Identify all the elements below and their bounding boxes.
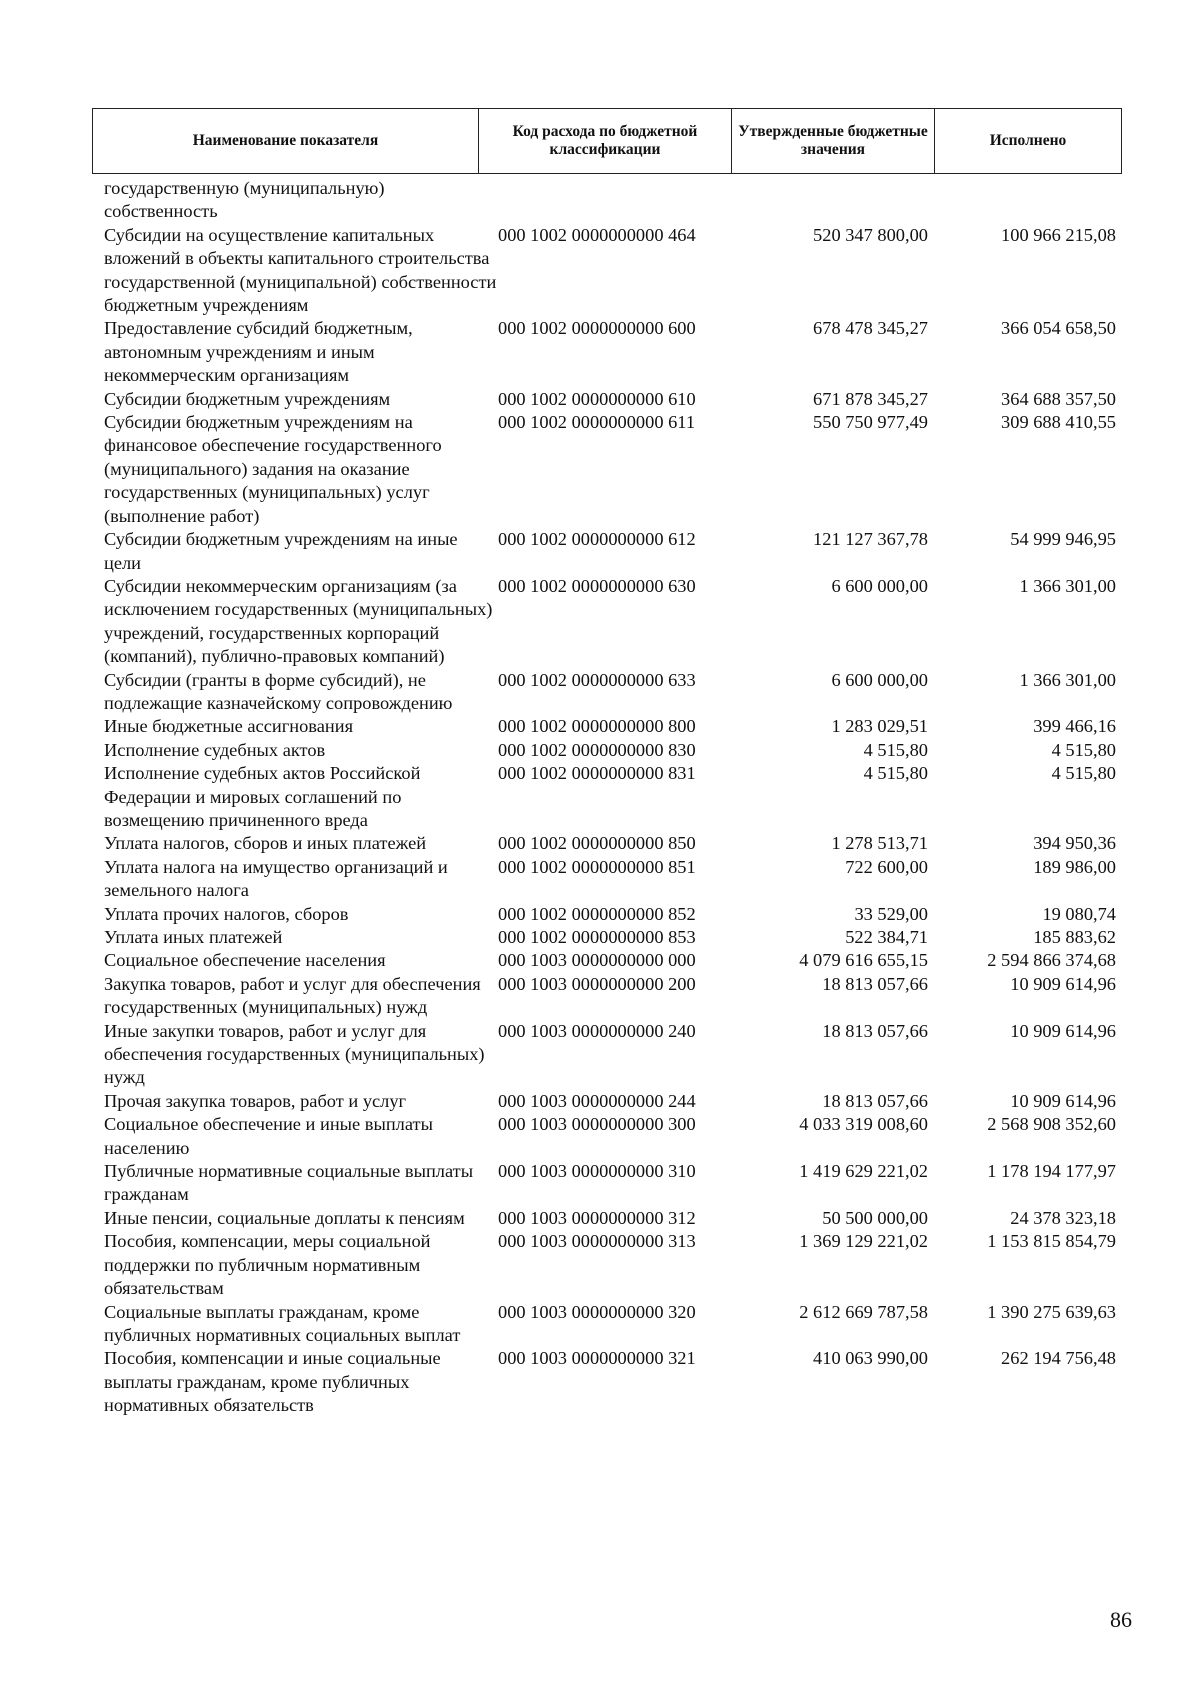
table-row [104, 1301, 1120, 1348]
row-approved: 121 127 367,78 [813, 529, 928, 550]
row-executed: 309 688 410,55 [1001, 412, 1116, 433]
row-name: Предоставление субсидий бюджетным, автономным учреждениям и иным некоммерческим организациям [104, 318, 413, 386]
header-executed: Исполнено [989, 132, 1067, 149]
row-name: Прочая закупка товаров, работ и услуг [104, 1090, 407, 1111]
page-number: 86 [1110, 1607, 1132, 1632]
row-code: 000 1003 0000000000 320 [498, 1301, 696, 1322]
row-name: Субсидии бюджетным учреждениям на финансовое обеспечение государственного (муниципального) задания на оказание государственных (муниципальных) услуг (выполнение работ) [104, 412, 442, 526]
row-code: 000 1003 0000000000 240 [498, 1020, 696, 1041]
row-executed: 1 366 301,00 [1019, 575, 1116, 596]
row-code: 000 1003 0000000000 200 [498, 973, 696, 994]
table-row [104, 669, 1120, 716]
row-executed: 364 688 357,50 [1001, 388, 1116, 409]
row-name: Иные бюджетные ассигнования [104, 716, 354, 737]
row-executed: 10 909 614,96 [1010, 1090, 1116, 1111]
row-executed: 1 153 815 854,79 [987, 1231, 1116, 1252]
row-code: 000 1002 0000000000 853 [498, 927, 696, 947]
row-code: 000 1003 0000000000 310 [498, 1161, 696, 1182]
row-approved: 18 813 057,66 [822, 1020, 928, 1041]
row-name: Уплата налогов, сборов и иных платежей [104, 833, 427, 854]
row-executed: 399 466,16 [1033, 716, 1116, 737]
table-row [104, 926, 1120, 949]
row-code: 000 1002 0000000000 633 [498, 669, 696, 690]
row-executed: 189 986,00 [1033, 856, 1116, 877]
row-code: 000 1002 0000000000 612 [498, 529, 696, 550]
row-executed: 185 883,62 [1033, 927, 1116, 947]
row-name: Субсидии бюджетным учреждениям на иные цели [104, 529, 458, 573]
header-name: Наименование показателя [93, 109, 479, 173]
row-approved: 1 419 629 221,02 [799, 1161, 928, 1182]
row-executed: 24 378 323,18 [1010, 1207, 1116, 1228]
table-row [104, 1160, 1120, 1207]
row-name: Субсидии бюджетным учреждениям [104, 388, 391, 409]
row-code: 000 1003 0000000000 300 [498, 1114, 696, 1135]
table-row [104, 1347, 1120, 1417]
row-executed: 1 390 275 639,63 [987, 1301, 1116, 1322]
row-executed: 19 080,74 [1042, 903, 1116, 924]
table-row [104, 575, 1120, 669]
row-code: 000 1002 0000000000 851 [498, 856, 696, 877]
row-approved: 4 079 616 655,15 [799, 950, 928, 971]
row-code: 000 1002 0000000000 610 [498, 388, 696, 409]
row-name: Уплата иных платежей [104, 927, 283, 947]
row-approved: 550 750 977,49 [813, 412, 928, 433]
row-approved: 520 347 800,00 [813, 224, 928, 245]
row-name: Субсидии на осуществление капитальных вложений в объекты капитального строительства государственной (муниципальной) собственности бюджетным учреждениям [104, 224, 497, 316]
table-row [104, 973, 1120, 1020]
row-executed: 366 054 658,50 [1001, 318, 1116, 339]
table-row [104, 388, 1120, 411]
row-approved: 18 813 057,66 [822, 1090, 928, 1111]
table-row [104, 1207, 1120, 1230]
row-approved: 1 278 513,71 [831, 833, 928, 854]
row-approved: 2 612 669 787,58 [799, 1301, 928, 1322]
table-row [104, 1230, 1120, 1300]
table-row [104, 1020, 1120, 1090]
row-approved: 33 529,00 [854, 903, 928, 924]
table-row [104, 1113, 1120, 1160]
row-approved: 18 813 057,66 [822, 973, 928, 994]
row-name: Социальное обеспечение населения [104, 950, 386, 971]
row-name: Уплата налога на имущество организаций и земельного налога [104, 856, 448, 901]
row-code: 000 1003 0000000000 321 [498, 1348, 696, 1369]
row-name: Уплата прочих налогов, сборов [104, 903, 349, 924]
row-name: Иные закупки товаров, работ и услуг для обеспечения государственных (муниципальных) нужд [104, 1020, 485, 1088]
row-executed: 4 515,80 [1051, 739, 1116, 760]
row-code: 000 1003 0000000000 244 [498, 1090, 696, 1111]
row-approved: 6 600 000,00 [831, 575, 928, 596]
table-row [104, 528, 1120, 575]
table-row [104, 739, 1120, 762]
row-executed: 2 568 908 352,60 [987, 1114, 1116, 1135]
row-approved: 410 063 990,00 [813, 1348, 928, 1369]
row-code: 000 1002 0000000000 852 [498, 903, 696, 924]
row-code: 000 1003 0000000000 312 [498, 1207, 696, 1228]
row-name: Социальное обеспечение и иные выплаты населению [104, 1114, 433, 1158]
row-code: 000 1002 0000000000 464 [498, 224, 696, 245]
table-row [104, 856, 1120, 903]
row-approved: 6 600 000,00 [831, 669, 928, 690]
row-code: 000 1002 0000000000 850 [498, 833, 696, 854]
row-name: Субсидии некоммерческим организациям (за исключением государственных (муниципальных) учреждений, государственных корпораций (компаний), публично-правовых компаний) [104, 575, 493, 667]
row-code: 000 1002 0000000000 630 [498, 575, 696, 596]
row-approved: 722 600,00 [845, 856, 928, 877]
row-executed: 4 515,80 [1051, 763, 1116, 784]
row-code: 000 1003 0000000000 313 [498, 1231, 696, 1252]
table-body [104, 177, 1120, 1418]
row-name: Пособия, компенсации, меры социальной поддержки по публичным нормативным обязательствам [104, 1231, 431, 1299]
table-row [104, 762, 1120, 832]
row-executed: 1 178 194 177,97 [987, 1161, 1116, 1182]
row-executed: 2 594 866 374,68 [987, 950, 1116, 971]
row-name: Исполнение судебных актов Российской Федерации и мировых соглашений по возмещению причиненного вреда [104, 763, 421, 830]
row-code: 000 1002 0000000000 800 [498, 716, 696, 737]
row-approved: 1 283 029,51 [831, 716, 928, 737]
row-approved: 671 878 345,27 [813, 388, 928, 409]
row-name: Закупка товаров, работ и услуг для обеспечения государственных (муниципальных) нужд [104, 973, 481, 1018]
row-approved: 4 515,80 [863, 739, 928, 760]
header-code: Код расхода по бюджетной классификации [479, 109, 732, 173]
table-row [104, 1090, 1120, 1113]
row-executed: 54 999 946,95 [1010, 529, 1116, 550]
table-row [104, 949, 1120, 972]
row-name: Публичные нормативные социальные выплаты гражданам [104, 1161, 474, 1205]
row-executed: 1 366 301,00 [1019, 669, 1116, 690]
row-name: Пособия, компенсации и иные социальные выплаты гражданам, кроме публичных нормативных обязательств [104, 1348, 441, 1416]
row-approved: 1 369 129 221,02 [799, 1231, 928, 1252]
row-code: 000 1002 0000000000 611 [498, 412, 696, 433]
table-row [104, 715, 1120, 738]
table-header [92, 108, 1122, 174]
row-code: 000 1003 0000000000 000 [498, 950, 696, 971]
row-code: 000 1002 0000000000 830 [498, 739, 696, 760]
table-row [104, 224, 1120, 318]
row-name: Социальные выплаты гражданам, кроме публичных нормативных социальных выплат [104, 1301, 461, 1345]
row-approved: 4 033 319 008,60 [799, 1114, 928, 1135]
row-executed: 10 909 614,96 [1010, 973, 1116, 994]
row-executed: 10 909 614,96 [1010, 1020, 1116, 1041]
row-approved: 4 515,80 [863, 763, 928, 784]
table-row [104, 317, 1120, 387]
table-row [104, 903, 1120, 926]
table-row [104, 832, 1120, 855]
row-approved: 522 384,71 [845, 927, 928, 947]
table-row [104, 177, 1120, 224]
row-executed: 262 194 756,48 [1001, 1348, 1116, 1369]
row-approved: 678 478 345,27 [813, 318, 928, 339]
table-row [104, 411, 1120, 528]
row-approved: 50 500 000,00 [822, 1207, 928, 1228]
header-approved: Утвержденные бюджетные значения [732, 109, 935, 173]
row-name: Субсидии (гранты в форме субсидий), не подлежащие казначейскому сопровождению [104, 669, 453, 713]
row-name: Иные пенсии, социальные доплаты к пенсиям [104, 1207, 465, 1228]
row-code: 000 1002 0000000000 831 [498, 763, 696, 784]
row-code: 000 1002 0000000000 600 [498, 318, 696, 339]
row-executed: 394 950,36 [1033, 833, 1116, 854]
row-executed: 100 966 215,08 [1001, 224, 1116, 245]
row-name: государственную (муниципальную) собственность [104, 178, 385, 222]
row-name: Исполнение судебных актов [104, 739, 326, 760]
